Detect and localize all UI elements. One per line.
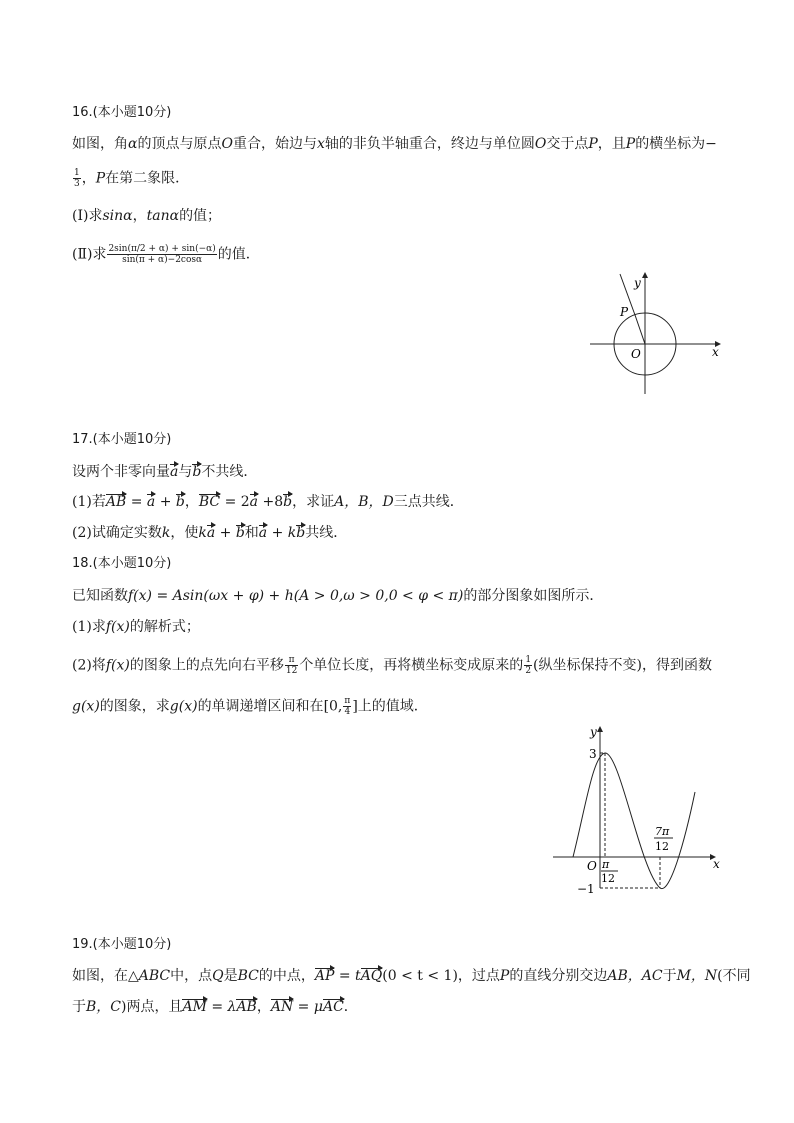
- q18-part2-line1: (2)将f(x)的图象上的点先向右平移 $\frac{\pi}{12}$ 个单位长度，再将横坐标变成原来的 $\frac{1}{2}$ (纵坐标保持不变)，得到函数: [72, 655, 712, 676]
- q18-part2-line2: g(x)的图象，求g(x)的单调递增区间和在[0, $\frac{\pi}{4}$ ]上的值域．: [72, 696, 428, 717]
- q19-stem-line2: 于B，C)两点，且AM = λAB，AN = μAC．: [72, 999, 358, 1015]
- x-axis-label: x: [713, 857, 720, 871]
- x1-numerator: π: [602, 858, 610, 871]
- y-axis-label: y: [634, 276, 641, 290]
- y-axis-arrow-icon: [642, 272, 648, 278]
- point-p-label: P: [620, 305, 629, 319]
- y-axis-arrow-icon: [597, 726, 603, 732]
- min-value-label: −1: [577, 882, 595, 896]
- q17-part1: (1)若AB = a + b，BC = 2a +8b，求证A，B，D三点共线．: [72, 494, 464, 510]
- unit-circle-figure: [580, 270, 730, 400]
- sine-graph-figure: [545, 720, 735, 905]
- max-value-label: 3: [589, 747, 597, 761]
- q19-heading: 19.(本小题10分): [72, 937, 172, 952]
- q17-stem: 设两个非零向量a与b不共线．: [72, 464, 258, 480]
- q16-heading: 16.(本小题10分): [72, 105, 172, 120]
- q16-part2-fraction: $\frac{2\sin(\pi/2 + \alpha) + \sin(-\alpha)}{\sin(\pi + \alpha)-2\cos\alpha}$: [108, 244, 216, 265]
- fraction-one-third: $\frac{1}{3}$: [74, 168, 80, 189]
- q16-stem-line2: $\frac{1}{3}$ ，P在第二象限．: [74, 168, 190, 189]
- q18-heading: 18.(本小题10分): [72, 556, 172, 571]
- origin-label: O: [631, 347, 641, 361]
- q17-part2: (2)试确定实数k，使ka + b和a + kb共线．: [72, 525, 348, 541]
- q16-stem-line1: 如图，角α的顶点与原点O重合，始边与x轴的非负半轴重合，终边与单位圆O交于点P，且P的横坐标为−: [72, 136, 717, 152]
- x1-denominator: 12: [601, 872, 615, 885]
- x-axis-label: x: [712, 345, 719, 359]
- origin-label: O: [587, 859, 597, 873]
- q18-stem: 已知函数f(x) = Asin(ωx + φ) + h(A > 0,ω > 0,0 < φ < π)的部分图象如图所示．: [72, 588, 604, 604]
- q19-stem-line1: 如图，在△ABC中，点Q是BC的中点，AP = tAQ(0 < t < 1)，过点P的直线分别交边AB，AC于M，N(不同: [72, 968, 751, 984]
- x2-numerator: 7π: [655, 825, 670, 838]
- q16-part1: (Ⅰ)求sinα，tanα的值；: [72, 208, 222, 224]
- q16-part2: (Ⅱ)求 $\frac{2\sin(\pi/2 + \alpha) + \sin(-\alpha)}{\sin(\pi + \alpha)-2\cos\alpha}$ 的值．: [72, 244, 260, 265]
- x2-denominator: 12: [655, 840, 669, 853]
- q18-part1: (1)求f(x)的解析式；: [72, 619, 200, 635]
- y-axis-label: y: [590, 725, 597, 739]
- q17-heading: 17.(本小题10分): [72, 432, 172, 447]
